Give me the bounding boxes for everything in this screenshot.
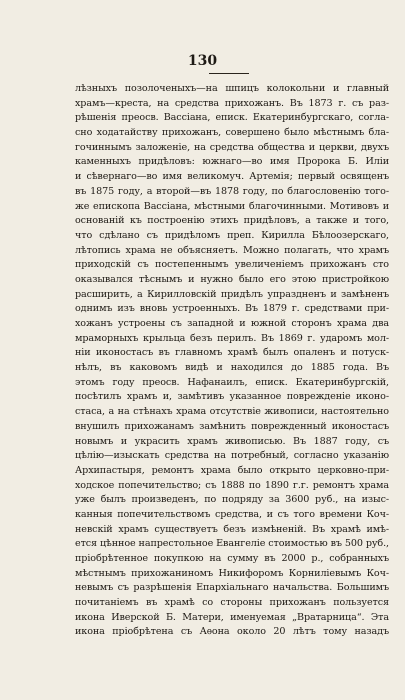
text-line: гочиннымъ заложеніе, на средства общества и церкви, двухъ bbox=[75, 141, 389, 153]
text-line: пріобрѣтенное покупкою на сумму въ 2000 р., собранныхъ bbox=[75, 553, 389, 564]
text-line: лѣзныхъ позолоченыхъ—на шпицъ колокольни и главный bbox=[75, 83, 389, 94]
text-line: икона пріобрѣтена съ Аѳона около 20 лѣтъ тому назадъ bbox=[75, 626, 389, 638]
text-line: хожанъ устроены съ западной и южной сторонъ храма два bbox=[75, 318, 389, 329]
text-line: уже былъ произведенъ, по подряду за 3600 руб., на изыс- bbox=[75, 494, 389, 506]
body-text bbox=[75, 82, 389, 640]
text-line: сно ходатайству прихожанъ, совершено было мѣстнымъ бла- bbox=[75, 127, 389, 139]
text-line: и сѣвернаго—во имя великомуч. Артемія; первый освященъ bbox=[75, 171, 389, 183]
text-line: ніи иконостасъ въ главномъ храмѣ былъ опаленъ и потуск- bbox=[75, 347, 389, 359]
text-line: стаса, а на стѣнахъ храма отсутствіе живописи, настоятельно bbox=[75, 406, 389, 418]
header-rule bbox=[209, 73, 249, 74]
text-line: невымъ съ разрѣшенія Епархіальнаго начальства. Большимъ bbox=[75, 582, 389, 594]
text-line: этомъ году преосв. Нафанаилъ, епиcк. Екатеринбургскій, bbox=[75, 376, 389, 388]
text-line: въ 1875 году, а второй—въ 1878 году, по благословенію того- bbox=[75, 185, 389, 197]
text-line: лѣтопись храма не объясняетъ. Можно полагать, что храмъ bbox=[75, 244, 389, 256]
text-line: нѣлъ, въ каковомъ видѣ и находился до 1885 года. Въ bbox=[75, 362, 389, 374]
text-line: что сдѣлано съ придѣломъ преп. Кирилла Бѣлоозерскаго, bbox=[75, 229, 389, 241]
text-line: ходское попечительство; съ 1888 по 1890 г.г. ремонтъ храма bbox=[75, 479, 389, 491]
page-number: 130 bbox=[187, 53, 218, 69]
text-line: оказывался тѣснымъ и нужно было его этою пристройкою bbox=[75, 273, 389, 285]
text-line: храмъ—креста, на средства прихожанъ. Въ 1873 г. съ раз- bbox=[75, 97, 389, 109]
text-line: икона Иверской Б. Матери, именуемая „Вратарница“. Эта bbox=[75, 611, 389, 623]
text-line: внушилъ прихожанамъ замѣнить поврежденный иконостасъ bbox=[75, 420, 389, 432]
text-line: Архипастыря, ремонтъ храма было открыто церковно-при- bbox=[75, 464, 389, 476]
text-line: рѣшенія преосв. Вассіана, епиcк. Екатеринбургскаго, согла- bbox=[75, 112, 389, 124]
text-line: канныя попечительствомъ средства, и съ того времени Коч- bbox=[75, 508, 389, 520]
text-line: мраморныхъ крыльца безъ перилъ. Въ 1869 г. ударомъ мол- bbox=[75, 332, 389, 344]
text-line: цѣлію—изыскать средства на потребный, согласно указанію bbox=[75, 450, 389, 462]
text-line: основаній къ построенію этихъ придѣловъ, а также и того, bbox=[75, 215, 389, 227]
text-line: же епископа Вассіана, мѣстными благочинными. Мотивовъ и bbox=[75, 200, 389, 212]
text-line: невскій храмъ существуетъ безъ измѣненій. Въ храмѣ имѣ- bbox=[75, 523, 389, 535]
text-line: расширить, а Кирилловскій придѣлъ упраздненъ и замѣненъ bbox=[75, 288, 389, 300]
text-line: почитаніемъ въ храмѣ со стороны прихожанъ пользуется bbox=[75, 597, 389, 609]
text-line: новымъ и украсить храмъ живописью. Въ 1887 году, съ bbox=[75, 435, 389, 447]
text-line: приходскій съ постепеннымъ увеличеніемъ прихожанъ сто bbox=[75, 259, 389, 271]
text-line: посѣтилъ храмъ и, замѣтивъ указанное поврежденіе иконо- bbox=[75, 391, 389, 403]
text-line: однимъ изъ вновь устроенныхъ. Въ 1879 г. средствами при- bbox=[75, 303, 389, 315]
text-line: мѣстнымъ прихожаниномъ Никифоромъ Корнилiевымъ Коч- bbox=[75, 567, 389, 579]
text-line: ется цѣнное напрестольное Евангеліе стоимостью въ 500 руб., bbox=[75, 538, 389, 550]
text-line: каменныхъ придѣловъ: южнаго—во имя Пророка Б. Иліи bbox=[75, 156, 389, 168]
